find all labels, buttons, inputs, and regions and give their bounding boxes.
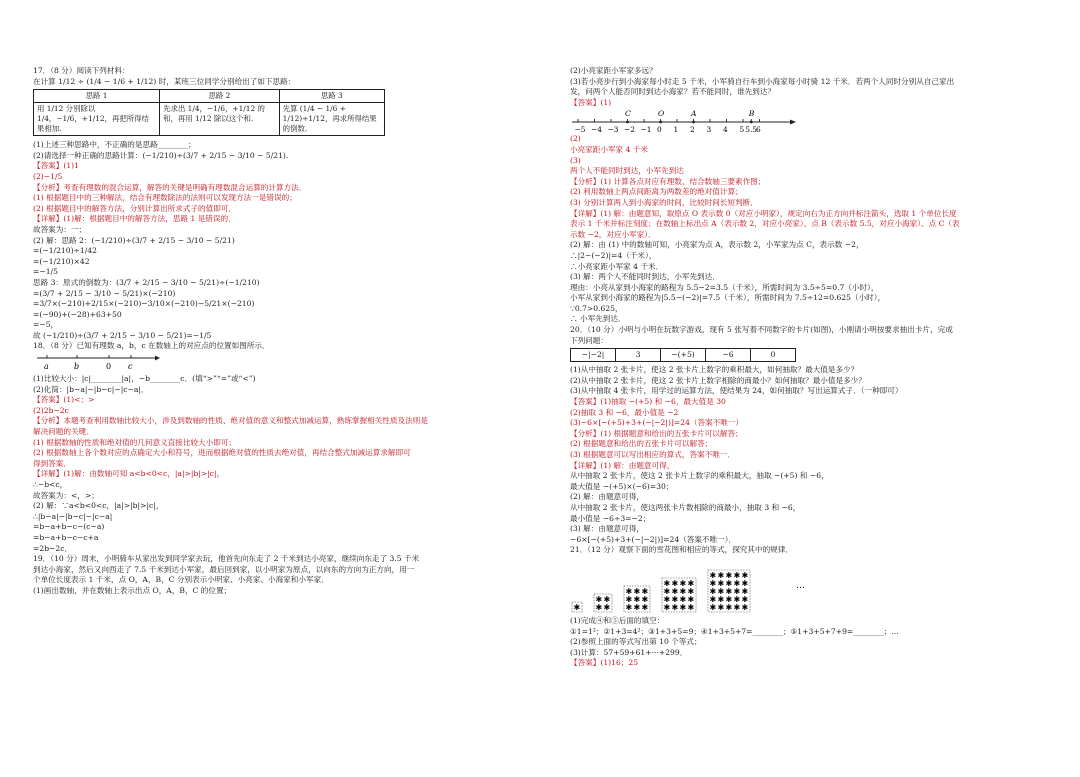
card-row (570, 348, 1048, 362)
snowflake-icon: ✱ (725, 586, 733, 596)
table-header-1: 思路 1 (34, 90, 160, 103)
q19-solution-line: (2) 解：由 (1) 中的数轴可知，小亮家为点 A，表示数 2，小军家为点 C，表示数 −2， (570, 240, 864, 250)
snowflake-icon: ✱ (709, 570, 717, 580)
snowflake-icon: ✱ (725, 570, 733, 580)
snowflake-icon: ✱ (741, 586, 749, 596)
q19-solution-line: (2) (570, 134, 581, 144)
q19-solution-line: (2) 利用数轴上两点间距离为两数差的绝对值计算； (570, 187, 743, 197)
right-column (570, 66, 1048, 669)
q19-solution-line: (3) 解：两个人不能同时到达，小军先到达． (570, 272, 720, 282)
left-column (33, 66, 521, 597)
q19-solution-line: 20．（10 分）小明与小明在玩数字游戏，现有 5 张写着不同数字的卡片(如图)，小刚请小明按要求抽出卡片，完成 (570, 325, 953, 335)
nl19-tick-label: 5 (739, 125, 745, 135)
nl19-point (626, 121, 629, 124)
snowflake-icon: ✱ (671, 586, 679, 596)
q17-solution-line: 18．（8 分）已知有理数 a，b，c 在数轴上的对应点的位置如图所示． (33, 341, 270, 351)
snowflake-icon: ✱ (641, 594, 649, 604)
q20-text-line: (2) 解：由题意可得， (570, 492, 644, 502)
snowflake-icon: ✱ (641, 586, 649, 596)
q20-text-line: −6×[−(+5)+3+(−|−2|)]=24（答案不唯一）． (570, 534, 737, 544)
nl19-tick-label: −3 (607, 125, 619, 135)
methods-table (33, 89, 385, 136)
snowflake-icon: ✱ (733, 586, 741, 596)
q17-solution-line: 故 (−1/210)÷(3/7 + 2/15 − 3/10 − 5/21)=−1/5 (33, 330, 212, 340)
q19-solution-line: (3) 分别计算两人到小海家的时间，比较时间长短判断． (570, 197, 758, 207)
q18-19-text-line: (1) 根据数轴的性质和绝对值的几何意义直接比较大小即可； (33, 437, 237, 447)
snowflake-icon: ✱ (641, 602, 649, 612)
card-4: −6 (705, 348, 751, 362)
nl19-tick-label: 6 (756, 125, 761, 135)
q17-solution-line: =−5， (33, 320, 59, 330)
q20-text-line: 最大值是 −(+5)×(−6)=30； (570, 481, 674, 491)
nl19-tick-label: 0 (657, 125, 662, 135)
q17-solution-line: =(−1/210)×42 (33, 256, 90, 266)
q20-text-line: (1)从中抽取 2 张卡片，使这 2 张卡片上数字的乘积最大，如何抽取？最大值是多少？ (570, 365, 859, 375)
snowflake-icon: ✱ (663, 586, 671, 596)
q21-text-line: (1)完成④和⑤后面的填空： (570, 615, 665, 625)
snowflake-icon: ✱ (725, 602, 733, 612)
q18-19-text-line: 解决问题的关键． (33, 427, 94, 437)
snowflake-icon: ✱ (733, 602, 741, 612)
q18-19-text-line: 【详解】(1)解：由数轴可知 a<b<0<c，|a|>|b|>|c|， (33, 469, 225, 479)
q20-text-line: (3)从中抽取 4 张卡片，用学过的运算方法，使结果为 24，如何抽取？写出运算式子．（一种即可） (570, 386, 903, 396)
q17-solution-line: 故答案为：一； (33, 224, 87, 234)
snowflake-icon: ✱ (671, 578, 679, 588)
q18-19-text-line: (2)化简：|b−a|−|b−c|−|c−a|． (33, 384, 149, 394)
nl19-point-label: O (658, 109, 665, 119)
q20-text-line: 从中抽取 2 张卡片，使这两张卡片数相除的商最小，抽取 3 和 −6， (570, 502, 801, 512)
nl19-point (692, 121, 695, 124)
q17-solution-line: 【答案】(1)1 (33, 161, 79, 171)
q17-text-line: 17．（8 分）阅读下列材料： (33, 66, 130, 75)
q18-19-text-line: (2)2b−2c (33, 405, 69, 415)
q17-solution-line: =(3/7 + 2/15 − 3/10 − 5/21)×(−210) (33, 288, 176, 298)
nl19-tick-label: −1 (640, 125, 652, 135)
snowflake-figures (570, 558, 810, 614)
card-2: 3 (615, 348, 661, 362)
nl19-tick-label: 2 (690, 125, 695, 135)
snowflake-icon: ✱ (709, 594, 717, 604)
q19-solution-line: 【详解】(1) 解：由题意知，取原点 O 表示数 0（对应小明家），规定向右为正方向并标注箭头，选取 1 个单位长度 (570, 208, 957, 218)
q19-text-line: (3)若小亮步行到小海家每小时走 5 千米，小军骑自行车到小海家每小时骑 12 千米．若两个人同时分别从自己家出 (570, 76, 955, 86)
q19-solution-line: 两个人不能同时到达，小军先到达 (570, 166, 684, 176)
snowflake-icon: ✱ (741, 578, 749, 588)
q20-text-line: (3)−6×[−(+5)+3+(−|−2|)]=24（答案不唯一） (570, 418, 744, 428)
nl19-tick-label: 3 (706, 125, 712, 135)
snowflake-icon: ✱ (725, 578, 733, 588)
nl19-tick-label: 1 (673, 125, 679, 135)
snowflake-icon: ✱ (687, 586, 695, 596)
nl18-label-c: c (128, 362, 133, 372)
q18-19-text-line: 到达小海家，然后又向西走了 7.5 千米到达小军家，最后回到家，以小明家为原点，以向东的方向为正方向，用一 (33, 564, 415, 574)
card-1: −|−2| (570, 348, 616, 362)
q17-solution-line: (1) 根据题目中的三种解法，结合有理数除法的法则可以发现方法一是错误的； (33, 193, 297, 203)
snowflake-icon: ✱ (679, 586, 687, 596)
snowflake-icon: ✱ (633, 602, 641, 612)
q19-solution-line: 下列问题： (570, 335, 608, 345)
nl19-tick-label: −2 (624, 125, 635, 135)
table-cell-2: 先求出 1/4，−1/6，+1/12 的和，再用 1/12 除以这个和. (160, 103, 280, 136)
q21-text-line: 【答案】(1)16；25 (570, 658, 639, 668)
q18-19-text-line: (1)画出数轴，并在数轴上表示出点 O，A，B，C 的位置； (33, 585, 232, 595)
q19-text-line: 【答案】(1) (570, 97, 612, 107)
nl19-point (659, 121, 662, 124)
snowflake-icon: ✱ (625, 594, 633, 604)
number-line-19 (570, 108, 800, 134)
nl19-point-label: A (691, 109, 697, 119)
q18-19-text-line: ∴−b<c， (33, 480, 68, 489)
q20-text-line: (2)从中抽取 2 张卡片，使这 2 张卡片上数字相除的商最小？如何抽取？最小值是多少？ (570, 375, 866, 385)
table-header-3: 思路 3 (279, 90, 384, 103)
q20-text-line: (2) 根据题意和给出的五张卡片可以解答； (570, 439, 713, 449)
q20-text-line: 从中抽取 2 张卡片，使这 2 张卡片上数字的乘积最大，抽取 −(+5) 和 −6， (570, 471, 829, 481)
snowflake-icon: ✱ (687, 594, 695, 604)
q17-solution-line: 【详解】(1)解：根据题目中的解答方法，思路 1 是错误的． (33, 214, 236, 224)
q19-solution-line: 小亮家距小军家 4 千米 (570, 144, 649, 154)
snowflake-icon: ✱ (663, 594, 671, 604)
q18-19-text-line: 【分析】本题考查利用数轴比较大小，涉及到数轴的性质、绝对值的意义和整式加减运算，熟练掌握相关性质及法则是 (33, 416, 428, 426)
snowflake-icon: ✱ (717, 594, 725, 604)
stars-ellipsis: … (796, 580, 805, 591)
q21-text-line: (3)计算：57+59+61+···+299． (570, 647, 688, 657)
nl18-label-b: b (74, 362, 80, 372)
q17-solution-line: (2)请选择一种正确的思路计算：(−1/210)÷(3/7 + 2/15 − 3/10 − 5/21). (33, 150, 289, 160)
q17-solution-line: 【分析】考查有理数的混合运算，解答的关键是明确有理数混合运算的计算方法． (33, 182, 307, 192)
snowflake-icon: ✱ (741, 594, 749, 604)
nl18-label-0: 0 (106, 362, 112, 372)
nl19-tick-label: −5 (574, 125, 586, 135)
nl19-tick-label: −4 (591, 125, 602, 135)
q19-solution-line: 示数 −2，对应小军家）． (570, 229, 656, 239)
q19-text-line: 发，问两个人能否同时到达小海家？若不能同时，谁先到达？ (570, 87, 776, 97)
q20-text-line: (3) 根据题意可以写出相应的算式，答案不唯一． (570, 450, 736, 459)
snowflake-icon: ✱ (573, 602, 581, 612)
snowflake-icon: ✱ (625, 586, 633, 596)
q19-solution-line: 理由：小亮从家到小海家的路程为 5.5−2=3.5（千米），所需时间为 3.5÷5=0.7（小时）， (570, 282, 879, 292)
snowflake-icon: ✱ (625, 602, 633, 612)
card-3: −(+5) (660, 348, 706, 362)
q19-solution-line: ∴ 小军先到达． (570, 314, 626, 324)
q18-19-text-line: 故答案为：<，>； (33, 490, 99, 500)
q20-text-line: (3) 解：由题意可得， (570, 524, 644, 534)
snowflake-icon: ✱ (633, 594, 641, 604)
q17-solution-line: 思路 3：原式的倒数为：(3/7 + 2/15 − 3/10 − 5/21)÷(−1/210) (33, 277, 260, 287)
snowflake-icon: ✱ (709, 586, 717, 596)
snowflake-icon: ✱ (679, 602, 687, 612)
snowflake-icon: ✱ (733, 594, 741, 604)
table-header-2: 思路 2 (160, 90, 280, 103)
q21-text-line: ①1=1²；②1+3=4²；③1+3+5=9；④1+3+5+7=________；⑤1+3+5+7+9=________；… (570, 626, 899, 636)
snowflake-icon: ✱ (687, 602, 695, 612)
snowflake-icon: ✱ (709, 578, 717, 588)
q18-19-text-line: ∴|b−a|−|b−c|−|c−a| (33, 511, 113, 521)
snowflake-icon: ✱ (717, 602, 725, 612)
q18-19-text-line: (2) 解：∵a<b<0<c，|a|>|b|>|c|， (33, 501, 164, 511)
q17-solution-line: (1)上述三种思路中，不正确的是思路________； (33, 140, 196, 150)
q17-solution-line: =(−1/210)÷1/42 (33, 246, 97, 256)
q17-solution-line: =(−90)+(−28)+63+50 (33, 309, 122, 319)
q19-solution-line: ∵0.7>0.625， (570, 303, 623, 313)
q20-text-line: 21．（12 分）观察下面的雪花图和相应的等式，探究其中的规律． (570, 545, 793, 555)
snowflake-icon: ✱ (733, 570, 741, 580)
q18-19-text-line: 19．（10 分）周末，小明骑车从家出发到同学家去玩，他首先向东走了 2 千米到达小亮家，继续向东走了 3.5 千米 (33, 554, 420, 564)
snowflake-icon: ✱ (709, 602, 717, 612)
q20-text-line: 【详解】(1) 解：由题意可得， (570, 460, 675, 470)
nl19-tick-label: 4 (723, 125, 728, 135)
q20-text-line: 【答案】(1)抽取 −(+5) 和 −6，最大值是 30 (570, 397, 726, 407)
q18-19-text-line: =b−a+b−c−c+a (33, 532, 99, 542)
nl18-label-a: a (44, 362, 49, 372)
q18-19-text-line: (2) 根据数轴上各个数对应的点确定大小和符号，进而根据绝对值的性质去绝对值，再结合整式加减运算求解即可 (33, 448, 411, 458)
q21-text-line: (2)参照上面的等式写出第 10 个等式； (570, 637, 702, 647)
q18-19-text-line: 个单位长度表示 1 千米，点 O，A，B，C 分别表示小明家、小亮家、小海家和小军家． (33, 575, 329, 585)
snowflake-icon: ✱ (603, 594, 611, 604)
q19-solution-line: (3) (570, 155, 581, 165)
snowflake-icon: ✱ (717, 586, 725, 596)
q20-text-line: (2)抽取 3 和 −6，最小值是 −2 (570, 407, 679, 417)
snowflake-icon: ✱ (671, 602, 679, 612)
table-cell-3: 先算 (1/4 − 1/6 + 1/12)÷1/12，再求所得结果的倒数. (279, 103, 384, 136)
snowflake-icon: ✱ (671, 594, 679, 604)
q17-solution-line: =−1/5 (33, 267, 58, 277)
nl19-tick-label: 5.5 (745, 125, 758, 135)
snowflake-icon: ✱ (733, 578, 741, 588)
q17-solution-line: (2)−1/5 (33, 171, 63, 181)
nl19-point (750, 121, 753, 124)
q18-19-text-line: 得到答案． (33, 458, 71, 468)
snowflake-icon: ✱ (679, 594, 687, 604)
q19-solution-line: 表示 1 千米并标注刻度；在数轴上标出点 A（表示数 2，对应小亮家）、点 B（表示数 5.5，对应小海家）、点 C（表 (570, 219, 960, 229)
q17-solution-line: =3/7×(−210)+2/15×(−210)−3/10×(−210)−5/21×(−210) (33, 299, 255, 309)
q20-text-line: 【分析】(1) 根据题意和给出的五张卡片可以解答； (570, 428, 743, 438)
snowflake-icon: ✱ (717, 578, 725, 588)
snowflake-icon: ✱ (687, 578, 695, 588)
q19-text-line: (2)小亮家距小军家多远？ (570, 66, 657, 75)
q19-solution-line: 小军从家到小海家的路程为|5.5−(−2)|=7.5（千米），所需时间为 7.5÷12=0.625（小时）， (570, 293, 886, 303)
nl19-point-label: C (625, 109, 631, 119)
q19-solution-line: ∴小亮家距小军家 4 千米． (570, 261, 664, 271)
q17-solution-line: (2) 解：思路 2：(−1/210)÷(3/7 + 2/15 − 3/10 − 5/21) (33, 235, 235, 245)
q17-text-line: 在计算 1/12 ÷ (1/4 − 1/6 + 1/12) 时，某班三位同学分别给出了如下思路： (33, 76, 296, 86)
snowflake-icon: ✱ (717, 570, 725, 580)
snowflake-icon: ✱ (741, 570, 749, 580)
snowflake-icon: ✱ (679, 578, 687, 588)
number-line-18 (33, 352, 163, 374)
snowflake-icon: ✱ (595, 602, 603, 612)
snowflake-icon: ✱ (603, 602, 611, 612)
snowflake-icon: ✱ (741, 602, 749, 612)
q18-19-text-line: =b−a+b−c−(c−a) (33, 522, 105, 532)
q20-text-line: 最小值是 −6÷3=−2； (570, 513, 651, 523)
table-cell-1: 用 1/12 分别除以 1/4，−1/6，+1/12，再把所得结果相加. (34, 103, 160, 136)
snowflake-icon: ✱ (595, 594, 603, 604)
q19-solution-line: 【分析】(1) 计算各点对应有理数，结合数轴三要素作图； (570, 176, 766, 186)
nl19-point-label: B (748, 109, 755, 119)
card-5: 0 (750, 348, 796, 362)
q18-19-text-line: (1)比较大小：|c|________|a|，−b________c．(填“>”“=”或“<”) (33, 374, 256, 384)
q17-solution-line: (2) 根据题目中的解答方法，分别计算出所求式子的值即可． (33, 203, 237, 213)
q19-solution-line: ∴|2−(−2)|=4（千米）， (570, 250, 657, 260)
q18-19-text-line: =2b−2c． (33, 543, 73, 553)
snowflake-icon: ✱ (725, 594, 733, 604)
snowflake-icon: ✱ (663, 578, 671, 588)
q18-19-text-line: 【答案】(1)<；> (33, 395, 95, 405)
snowflake-icon: ✱ (663, 602, 671, 612)
snowflake-icon: ✱ (633, 586, 641, 596)
